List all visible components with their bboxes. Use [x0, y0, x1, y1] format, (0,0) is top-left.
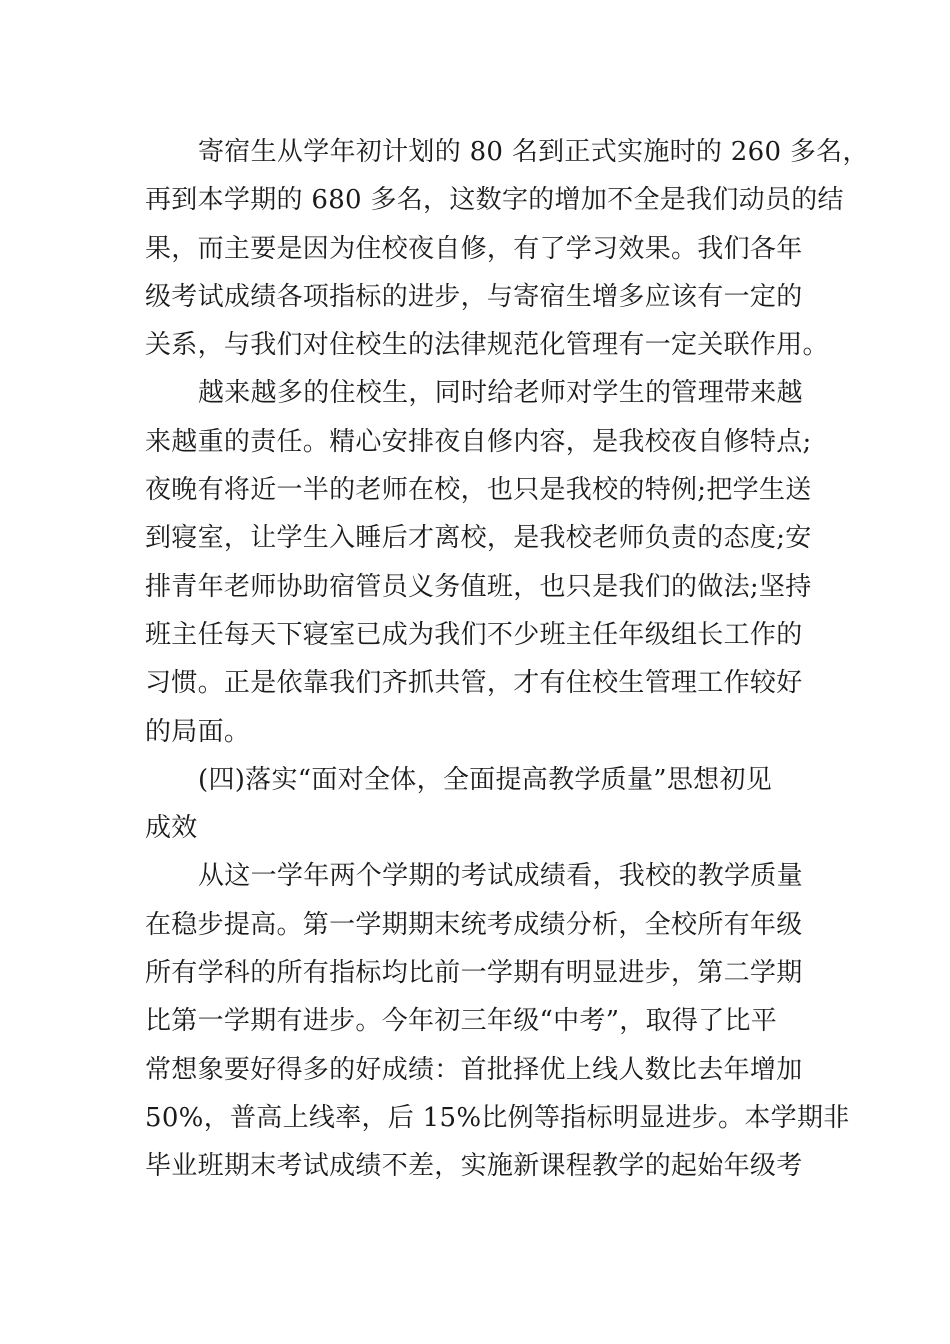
- text-line: 越来越多的住校生，同时给老师对学生的管理带来越: [198, 378, 803, 409]
- text-line: 再到本学期的 680 多名，这数字的增加不全是我们动员的结: [145, 185, 844, 216]
- text-line: 从这一学年两个学期的考试成绩看，我校的教学质量: [198, 861, 803, 892]
- text-line: 在稳步提高。第一学期期末统考成绩分析，全校所有年级: [145, 909, 803, 940]
- section-heading: (四)落实“面对全体，全面提高教学质量”思想初见: [198, 764, 773, 795]
- text-line: 班主任每天下寝室已成为我们不少班主任年级组长工作的: [145, 619, 803, 650]
- text-line: 寄宿生从学年初计划的 80 名到正式实施时的 260 多名，: [198, 137, 869, 167]
- document-body: [145, 128, 869, 1191]
- text-line: 到寝室，让学生入睡后才离校，是我校老师负责的态度;安: [145, 523, 812, 554]
- text-line: 关系，与我们对住校生的法律规范化管理有一定关联作用。: [145, 330, 829, 361]
- text-line: 排青年老师协助宿管员义务值班，也只是我们的做法;坚持: [145, 571, 812, 602]
- text-line: 的局面。: [145, 716, 251, 747]
- text-line: 50%，普高上线率，后 15%比例等指标明显进步。本学期非: [145, 1102, 850, 1133]
- section-heading-continued: 成效: [145, 813, 198, 844]
- text-line: 果，而主要是因为住校夜自修，有了学习效果。我们各年: [145, 233, 803, 264]
- text-line: 比第一学期有进步。今年初三年级“中考”，取得了比平: [145, 1006, 778, 1037]
- text-line: 习惯。正是依靠我们齐抓共管，才有住校生管理工作较好: [145, 668, 803, 699]
- text-line: 毕业班期末考试成绩不差，实施新课程教学的起始年级考: [145, 1151, 803, 1182]
- text-line: 常想象要好得多的好成绩：首批择优上线人数比去年增加: [145, 1054, 803, 1085]
- text-line: 夜晚有将近一半的老师在校，也只是我校的特例;把学生送: [145, 475, 812, 506]
- text-line: 所有学科的所有指标均比前一学期有明显进步，第二学期: [145, 958, 803, 989]
- text-line: 来越重的责任。精心安排夜自修内容，是我校夜自修特点;: [145, 426, 812, 457]
- text-line: 级考试成绩各项指标的进步，与寄宿生增多应该有一定的: [145, 281, 803, 312]
